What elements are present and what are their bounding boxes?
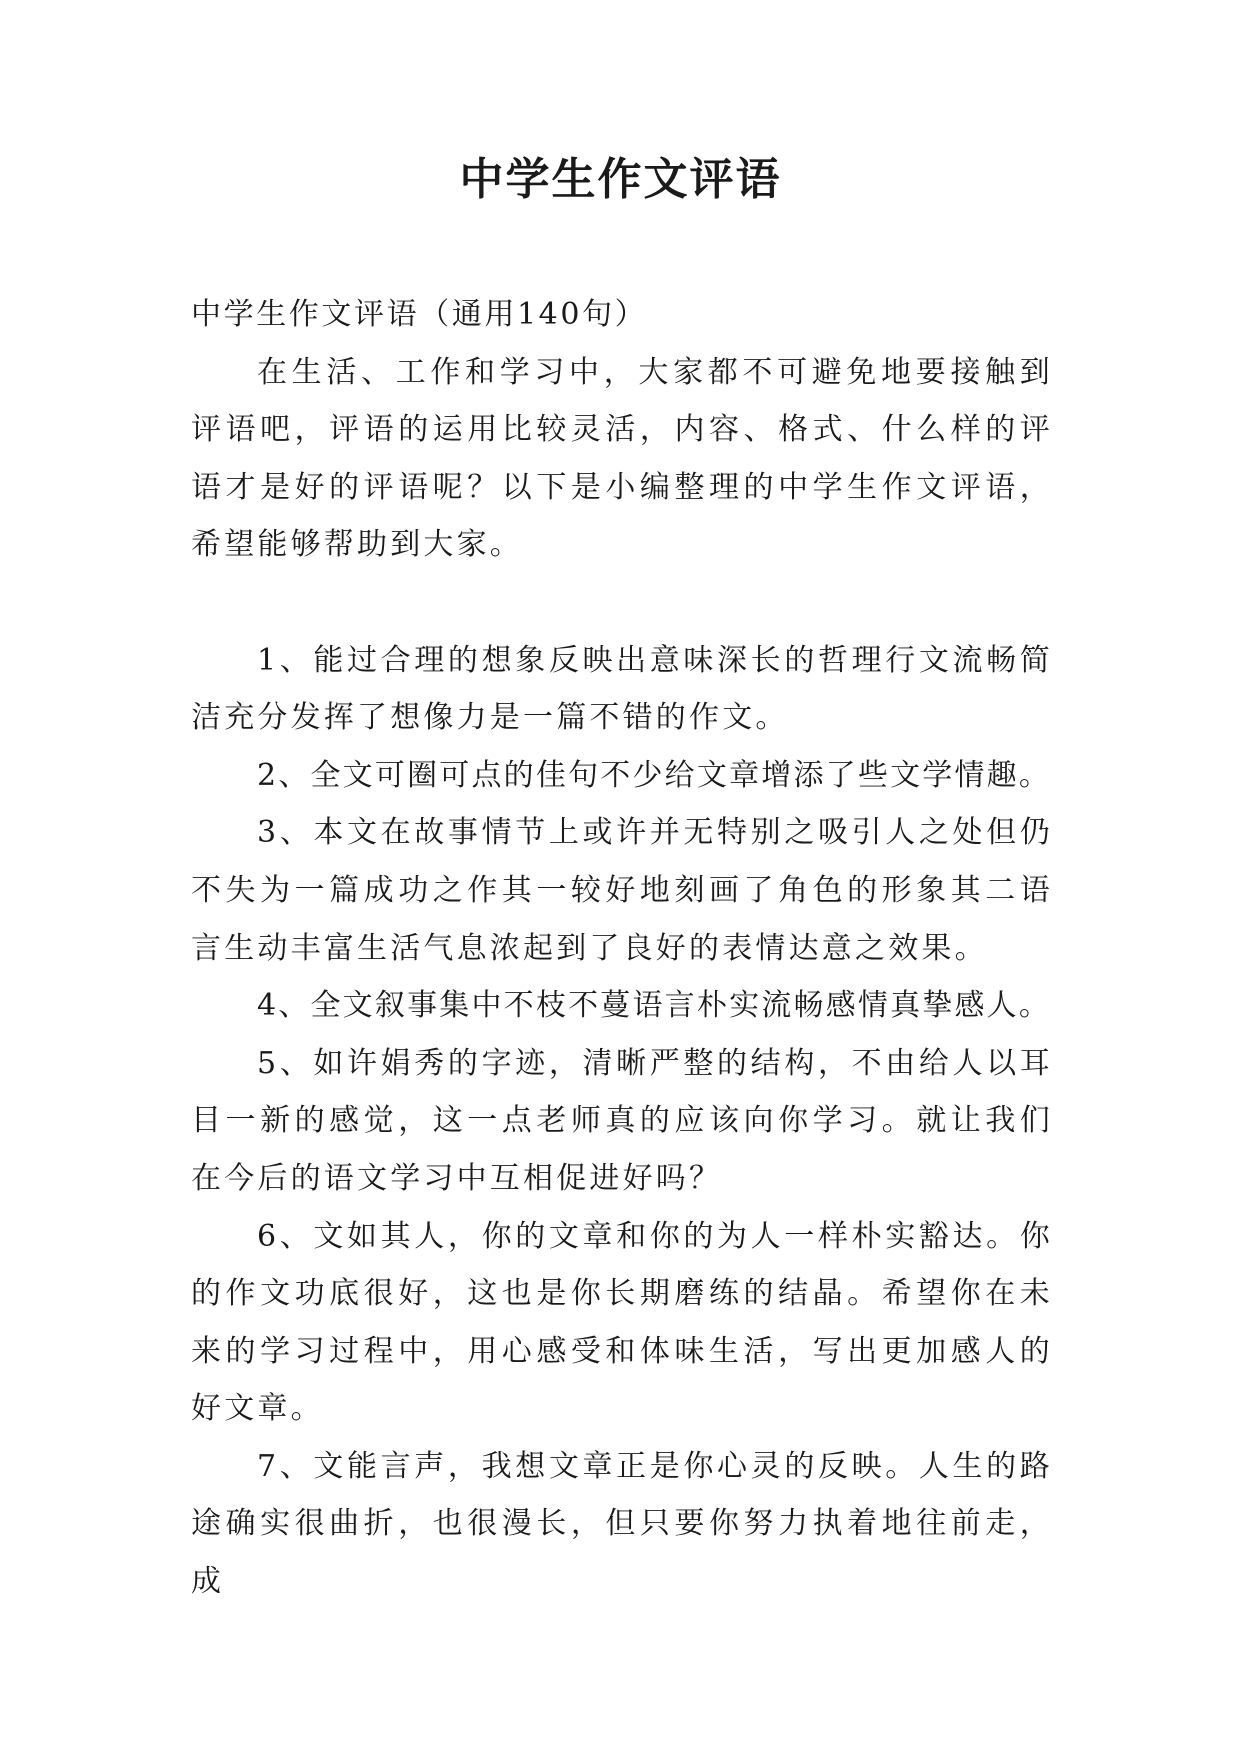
comment-item-4: 4、全文叙事集中不枝不蔓语言朴实流畅感情真挚感人。 [257, 988, 1052, 1024]
blank-line [191, 574, 1053, 632]
intro-paragraph: 在生活、工作和学习中，大家都不可避免地要接触到评语吧，评语的运用比较灵活，内容、格式、什么样的评语才是好的评语呢？以下是小编整理的中学生作文评语，希望能够帮助到大家。 [191, 354, 1053, 563]
document-body [191, 286, 1053, 1611]
comment-item-1: 1、能过合理的想象反映出意味深长的哲理行文流畅简洁充分发挥了想像力是一篇不错的作文。 [191, 642, 1053, 736]
comment-item-5: 5、如许娟秀的字迹，清晰严整的结构，不由给人以耳目一新的感觉，这一点老师真的应该向你学习。就让我们在今后的语文学习中互相促进好吗？ [191, 1045, 1053, 1196]
comment-item-6: 6、文如其人，你的文章和你的为人一样朴实豁达。你的作文功底很好，这也是你长期磨练的结晶。希望你在未来的学习过程中，用心感受和体味生活，写出更加感人的好文章。 [191, 1218, 1053, 1427]
comment-item-3: 3、本文在故事情节上或许并无特别之吸引人之处但仍不失为一篇成功之作其一较好地刻画了角色的形象其二语言生动丰富生活气息浓起到了良好的表情达意之效果。 [191, 815, 1053, 966]
comment-item-7: 7、文能言声，我想文章正是你心灵的反映。人生的路途确实很曲折，也很漫长，但只要你努力执着地往前走，成 [191, 1448, 1053, 1600]
document-subtitle: 中学生作文评语（通用140句） [191, 297, 648, 332]
document-title: 中学生作文评语 [459, 154, 782, 205]
comment-item-2: 2、全文可圈可点的佳句不少给文章增添了些文学情趣。 [257, 757, 1052, 793]
